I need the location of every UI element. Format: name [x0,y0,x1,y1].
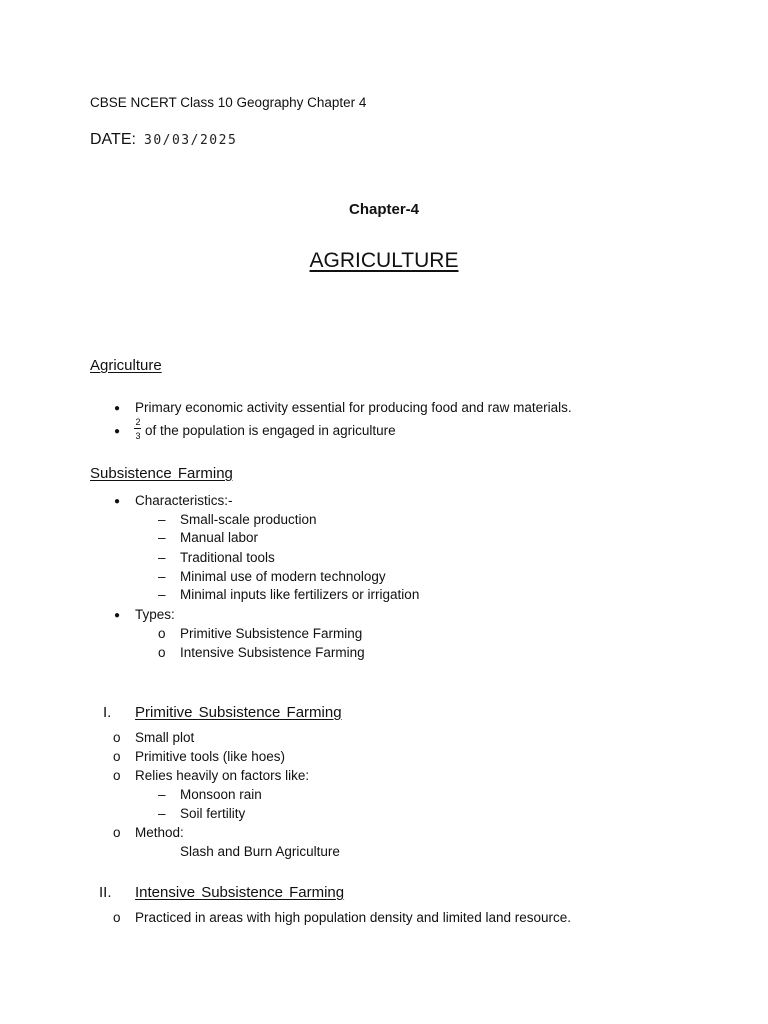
list-item: of the population is engaged in agriculture [145,423,396,438]
bullet-icon: ● [114,610,121,621]
dash-icon: – [158,787,166,802]
dash-icon: – [158,550,166,565]
section-numeral: II. [99,884,112,901]
chapter-heading: Chapter-4 [348,201,419,218]
circle-bullet-icon: o [158,626,166,641]
fraction-numerator: 2 [135,417,141,427]
fraction-bar [134,428,141,429]
circle-bullet-icon: o [113,910,121,925]
circle-bullet-icon: o [158,645,166,660]
list-item: Primitive tools (like hoes) [135,749,286,764]
dash-icon: – [158,587,166,602]
date-value: 30/03/2025 [144,133,238,148]
circle-bullet-icon: o [113,768,121,783]
characteristics-label: Characteristics:- [135,493,233,508]
date-label: DATE: [90,131,136,148]
list-item: Minimal inputs like fertilizers or irrigation [180,587,420,602]
document-subject: CBSE NCERT Class 10 Geography Chapter 4 [90,95,367,110]
list-item: Manual labor [180,530,259,545]
fraction-denominator: 3 [135,431,141,441]
method-value: Slash and Burn Agriculture [180,844,340,859]
list-item: Relies heavily on factors like: [135,768,310,783]
circle-bullet-icon: o [113,749,121,764]
list-item: Intensive Subsistence Farming [180,645,365,660]
dash-icon: – [158,512,166,527]
list-item: Monsoon rain [180,787,262,802]
types-label: Types: [135,607,175,622]
bullet-icon: ● [114,403,121,414]
section-heading-intensive: Intensive Subsistence Farming [135,884,345,901]
section-numeral: I. [103,704,112,721]
section-heading-primitive: Primitive Subsistence Farming [135,704,342,721]
circle-bullet-icon: o [113,730,121,745]
list-item: Primitive Subsistence Farming [180,626,363,641]
circle-bullet-icon: o [113,825,121,840]
bullet-icon: ● [114,496,121,507]
bullet-icon: ● [114,426,121,437]
dash-icon: – [158,569,166,584]
dash-icon: – [158,806,166,821]
list-item: Practiced in areas with high population density and limited land resource. [135,910,572,925]
method-label: Method: [135,825,184,840]
list-item: Traditional tools [180,550,275,565]
dash-icon: – [158,530,166,545]
list-item: Primary economic activity essential for producing food and raw materials. [135,400,572,415]
list-item: Small plot [135,730,195,745]
list-item: Minimal use of modern technology [180,569,386,584]
list-item: Small-scale production [180,512,317,527]
section-heading-agriculture: Agriculture [90,357,162,374]
section-heading-subsistence: Subsistence Farming [90,465,233,482]
page-title: AGRICULTURE [309,249,459,272]
list-item: Soil fertility [180,806,246,821]
